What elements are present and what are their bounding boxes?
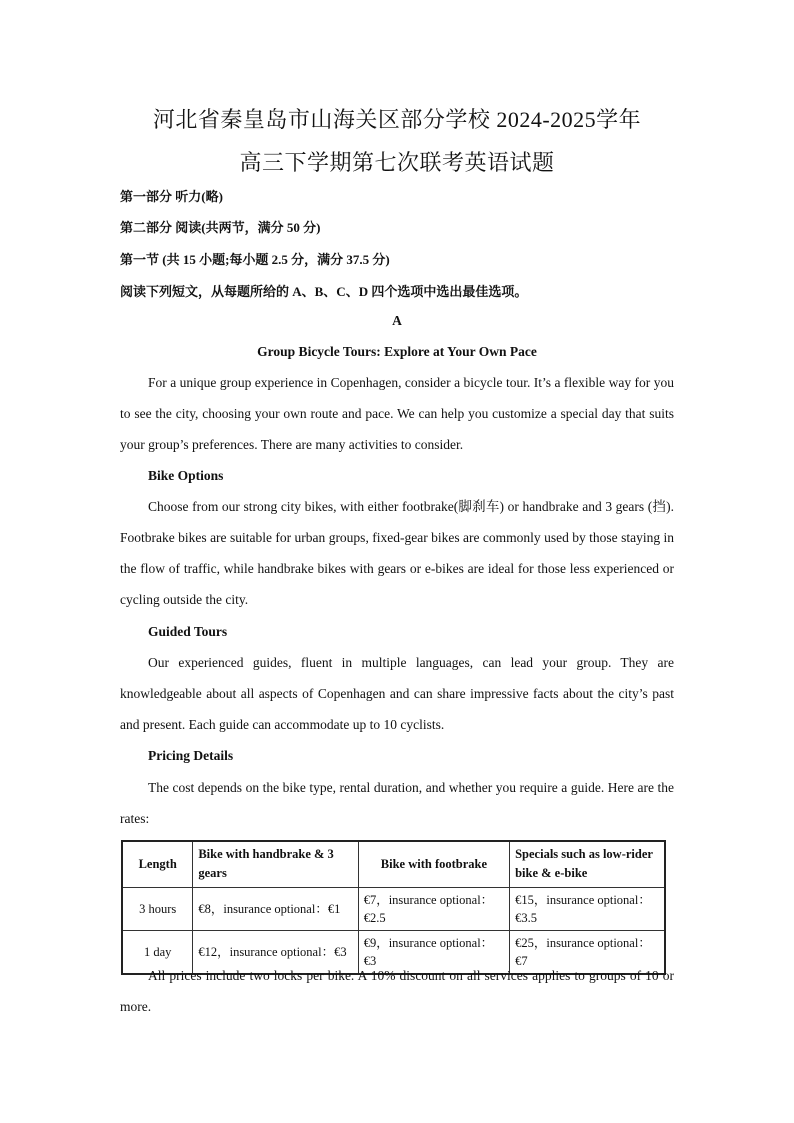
table-cell: €9，insurance optional：€3 [358,930,509,974]
part1-label: 第一部分 听力(略) [120,189,223,204]
table-cell: €25，insurance optional：€7 [510,930,665,974]
intro-paragraph: For a unique group experience in Copenhagen, consider a bicycle tour. It’s a flexible way for you to see the city, choosing your own route and pace. We can help you customize a special day that suits your group’s preferences. There are many activities to consider. [120,375,674,452]
table-header-cell: Length [122,841,193,887]
part2-label: 第二部分 阅读(共两节，满分 50 分) [120,220,321,235]
pricing-table [121,840,666,975]
pricing-heading: Pricing Details [148,748,234,763]
bike-options-heading: Bike Options [148,468,224,483]
section1-label: 第一节 (共 15 小题;每小题 2.5 分，满分 37.5 分) [120,252,390,267]
table-cell: €8，insurance optional：€1 [193,887,358,930]
passage-letter: A [392,313,402,328]
table-cell: €15，insurance optional：€3.5 [510,887,665,930]
instruction-text: 阅读下列短文，从每题所给的 A、B、C、D 四个选项中选出最佳选项。 [120,284,528,299]
table-cell: 1 day [122,930,193,974]
table-header-cell: Bike with footbrake [358,841,509,887]
table-header-cell: Bike with handbrake & 3 gears [193,841,358,887]
document-title-line1: 河北省秦皇岛市山海关区部分学校 2024-2025学年 [152,107,642,132]
table-cell: 3 hours [122,887,193,930]
bike-options-paragraph: Choose from our strong city bikes, with either footbrake(脚刹车) or handbrake and 3 gears (挡). Footbrake bikes are suitable for urban groups, fixed-gear bikes are commonly used by those staying in the flow of traffic, while handbrake bikes with gears or e-bikes are ideal for those less experienced or cycling outside the city. [120,499,674,607]
table-header-row [122,841,665,887]
document-title-line2: 高三下学期第七次联考英语试题 [239,150,555,175]
passage-title: Group Bicycle Tours: Explore at Your Own Pace [257,344,537,359]
table-header-cell: Specials such as low-rider bike & e-bike [510,841,665,887]
footer-paragraph: All prices include two locks per bike. A 10% discount on all services applies to groups of 10 or more. [120,968,674,1014]
pricing-paragraph: The cost depends on the bike type, rental duration, and whether you require a guide. Here are the rates: [120,780,674,826]
guided-tours-paragraph: Our experienced guides, fluent in multiple languages, can lead your group. They are knowledgeable about all aspects of Copenhagen and can share impressive facts about the city’s past and present. Each guide can accommodate up to 10 cyclists. [120,655,674,732]
guided-tours-heading: Guided Tours [148,624,228,639]
table-row [122,887,665,930]
table-cell: €7，insurance optional：€2.5 [358,887,509,930]
table-cell: €12，insurance optional：€3 [193,930,358,974]
